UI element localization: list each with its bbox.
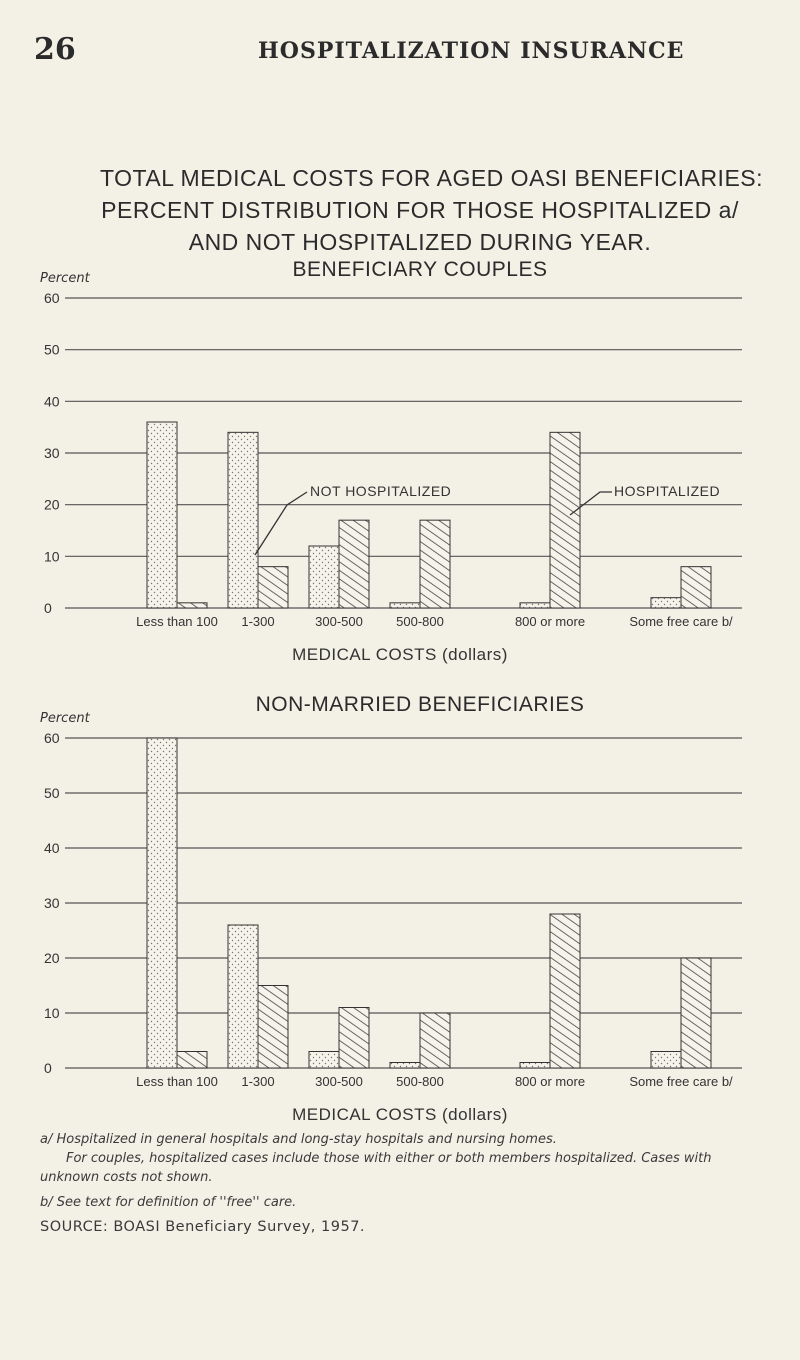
y-tick-label: 60 xyxy=(44,290,60,306)
y-tick-label: 40 xyxy=(44,840,60,856)
figure-title-line-3: AND NOT HOSPITALIZED DURING YEAR. xyxy=(188,229,652,255)
x-axis-label: MEDICAL COSTS (dollars) xyxy=(292,1105,508,1124)
chart-2-title: NON-MARRIED BENEFICIARIES xyxy=(255,693,585,716)
bar-not-hospitalized xyxy=(390,1063,420,1069)
y-axis-label: Percent xyxy=(40,271,90,286)
x-tick-label: Less than 100 xyxy=(136,1074,218,1089)
y-axis-label: Percent xyxy=(40,711,90,726)
x-tick-label: 300-500 xyxy=(315,1074,363,1089)
bar-hospitalized xyxy=(339,1008,369,1069)
y-tick-label: 40 xyxy=(44,393,60,410)
bar-not-hospitalized xyxy=(228,925,258,1068)
series-annotation: NOT HOSPITALIZED xyxy=(310,483,452,499)
running-head: HOSPITALIZATION INSURANCE xyxy=(258,38,685,64)
y-tick-label: 10 xyxy=(44,1005,60,1021)
footnote-a-line-2: For couples, hospitalized cases include those with either or both members hospitalized. Cases with xyxy=(66,1151,712,1166)
source-note: SOURCE: BOASI Beneficiary Survey, 1957. xyxy=(40,1219,366,1235)
x-tick-label: 300-500 xyxy=(315,614,363,629)
bar-hospitalized xyxy=(420,1013,450,1068)
x-tick-label: Less than 100 xyxy=(136,614,218,629)
bar-not-hospitalized xyxy=(651,1052,681,1069)
y-tick-label: 30 xyxy=(44,445,60,461)
y-tick-label: 0 xyxy=(44,1060,52,1076)
y-tick-label: 10 xyxy=(44,548,60,565)
x-tick-label: Some free care b/ xyxy=(629,614,733,629)
y-tick-label: 30 xyxy=(44,895,60,911)
footnotes xyxy=(40,1130,780,1237)
x-tick-label: Some free care b/ xyxy=(629,1074,733,1089)
y-tick-label: 20 xyxy=(44,950,60,966)
y-tick-label: 50 xyxy=(44,341,60,358)
x-tick-label: 1-300 xyxy=(241,614,275,629)
page-number: 26 xyxy=(34,32,76,67)
chart-1-title: BENEFICIARY COUPLES xyxy=(292,258,548,281)
footnote-b: b/ See text for definition of ''free'' care. xyxy=(40,1195,297,1210)
y-tick-label: 20 xyxy=(44,496,60,513)
bar-not-hospitalized xyxy=(147,738,177,1068)
x-tick-label: 800 or more xyxy=(514,1074,586,1089)
x-tick-label: 500-800 xyxy=(396,1074,444,1089)
y-tick-label: 60 xyxy=(44,730,60,746)
bar-not-hospitalized xyxy=(520,1063,550,1069)
bar-hospitalized xyxy=(258,986,288,1069)
x-tick-label: 800 or more xyxy=(514,614,586,629)
x-tick-label: 500-800 xyxy=(396,614,444,629)
x-tick-label: 1-300 xyxy=(241,1074,275,1089)
x-axis-label: MEDICAL COSTS (dollars) xyxy=(292,645,508,664)
y-tick-label: 0 xyxy=(44,600,52,616)
series-annotation: HOSPITALIZED xyxy=(614,483,721,499)
bar-not-hospitalized xyxy=(309,1052,339,1069)
footnote-a-line-1: a/ Hospitalized in general hospitals and long-stay hospitals and nursing homes. xyxy=(40,1132,557,1147)
figure-title-line-1: TOTAL MEDICAL COSTS FOR AGED OASI BENEFICIARIES: xyxy=(100,165,764,191)
footnote-a xyxy=(40,1130,780,1187)
footnote-a-line-3: unknown costs not shown. xyxy=(40,1170,213,1185)
y-tick-label: 50 xyxy=(44,785,60,801)
bar-hospitalized xyxy=(177,1052,207,1069)
figure-title-line-2: PERCENT DISTRIBUTION FOR THOSE HOSPITALIZED a/ xyxy=(101,197,739,223)
bar-hospitalized xyxy=(550,914,580,1068)
bar-hospitalized xyxy=(681,958,711,1068)
